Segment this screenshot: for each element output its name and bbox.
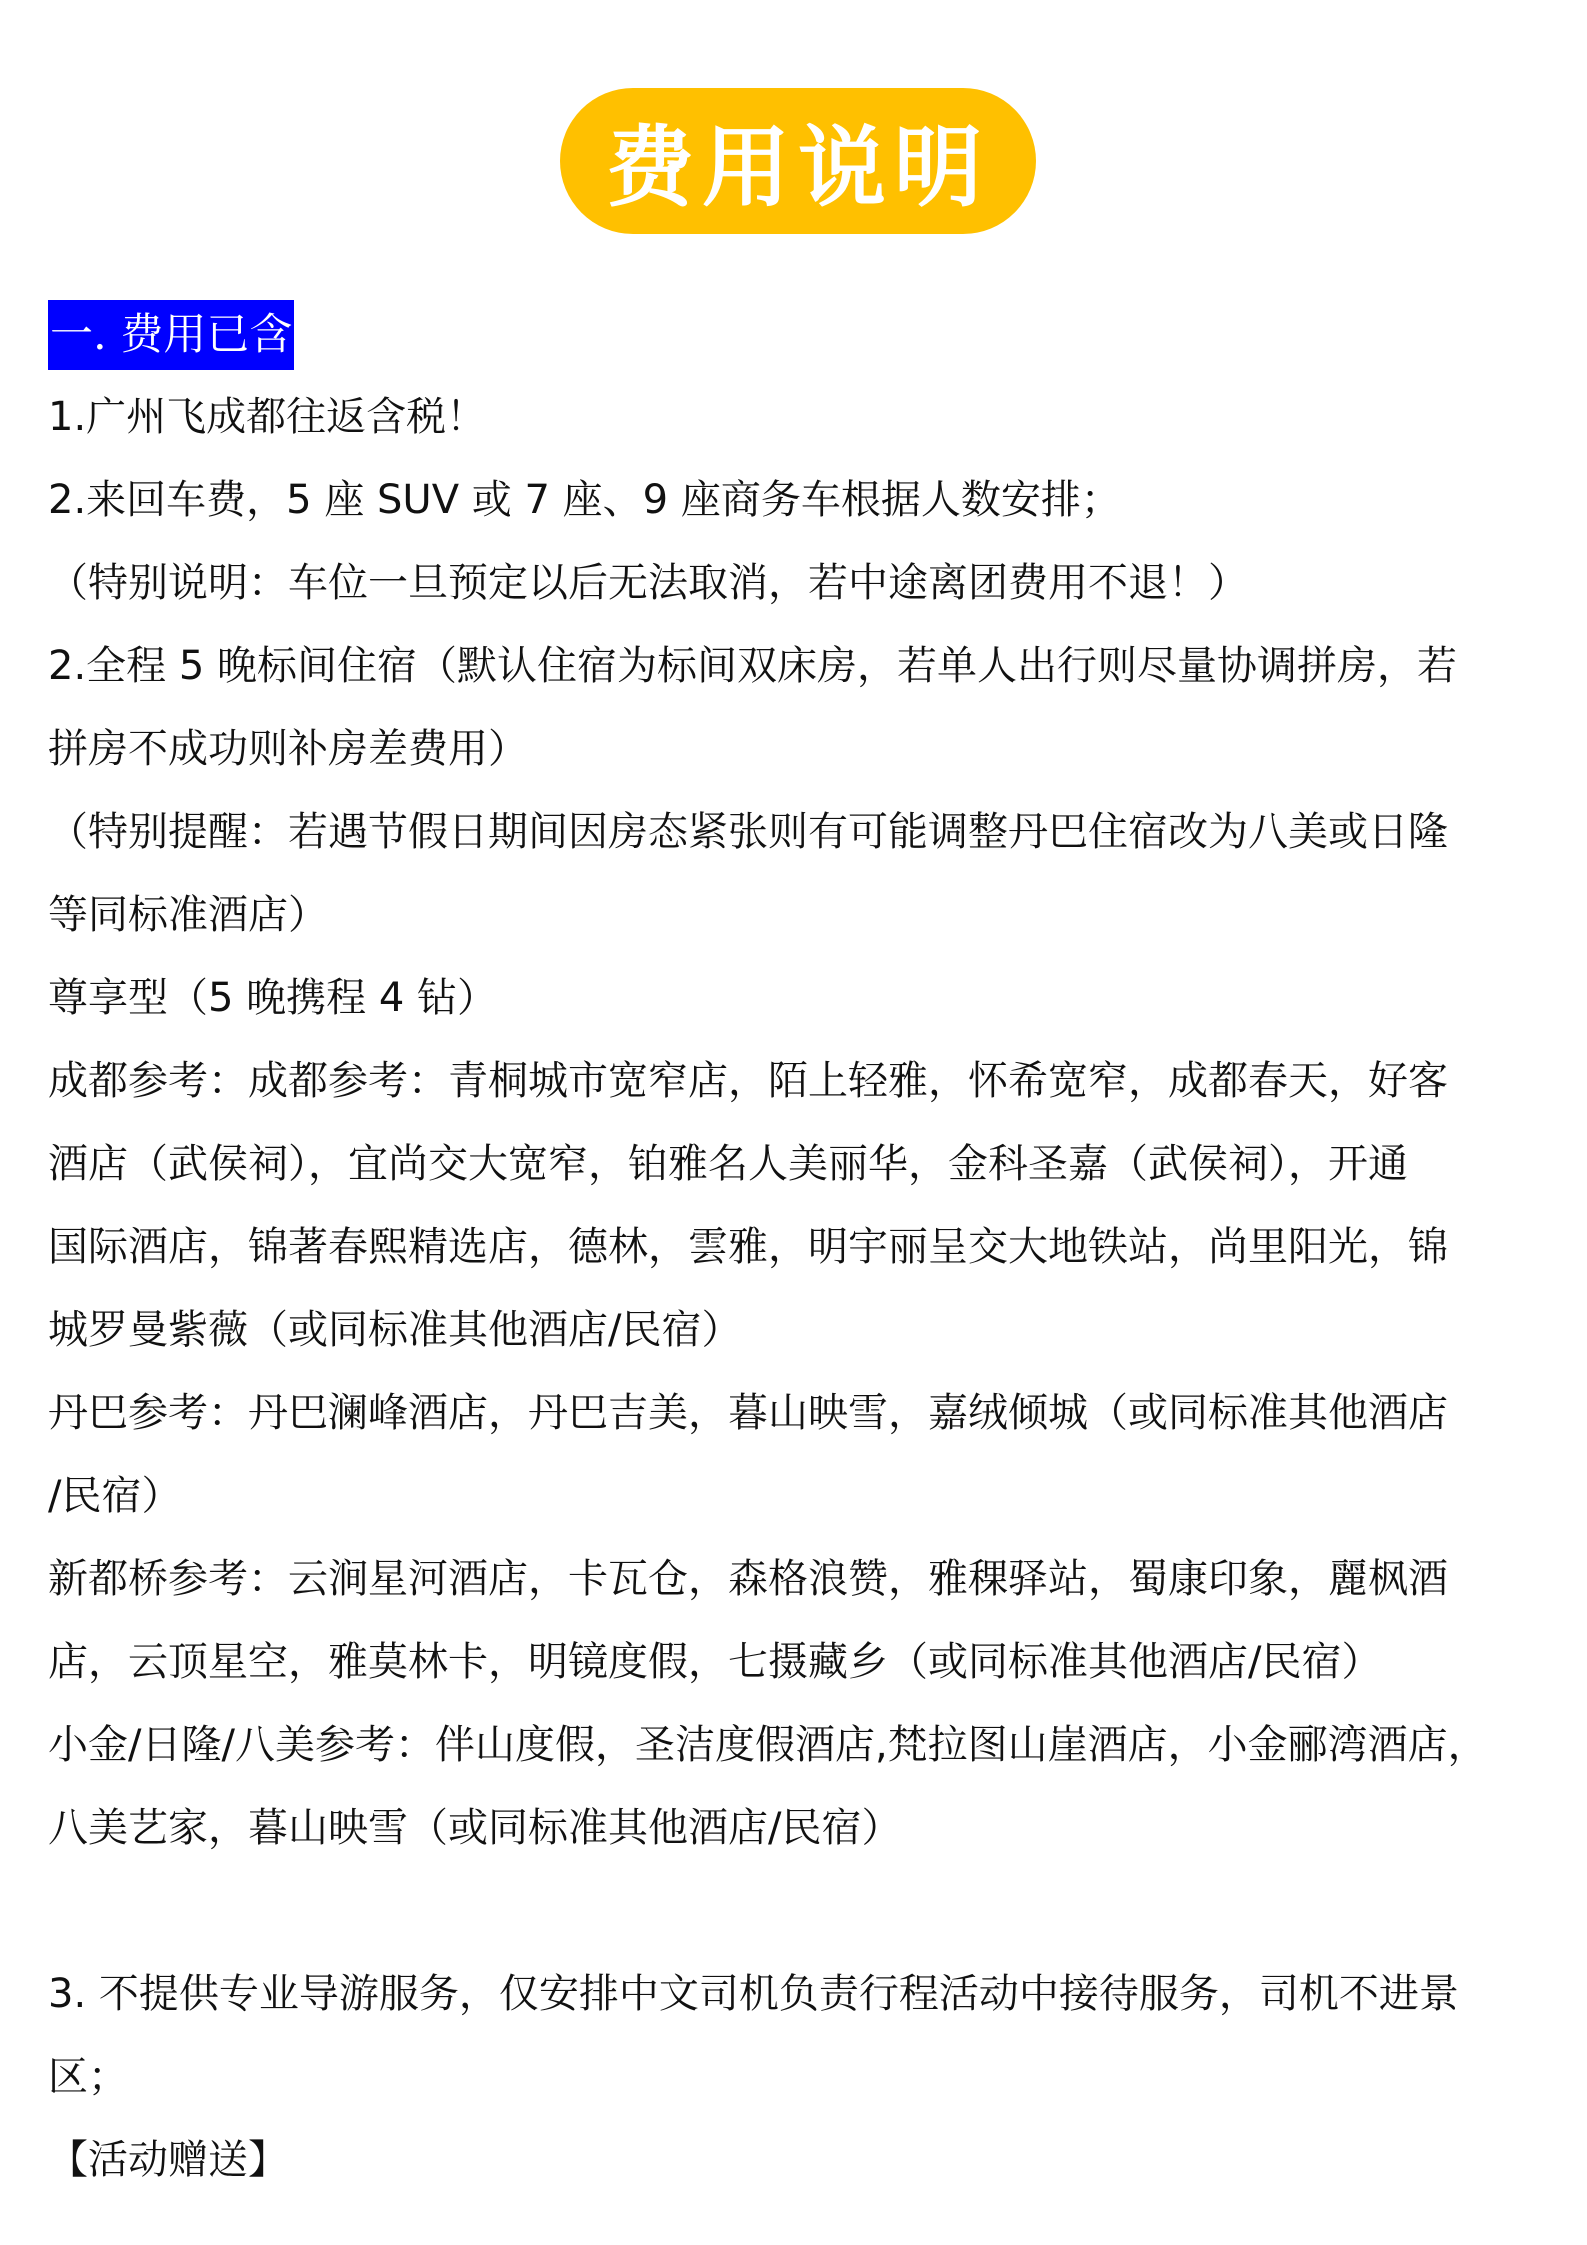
title-banner bbox=[560, 88, 1036, 234]
text-line: 区； bbox=[48, 2054, 128, 2100]
section-heading: 一. 费用已含 bbox=[48, 300, 294, 370]
text-line: 3. 不提供专业导游服务，仅安排中文司机负责行程活动中接待服务，司机不进景 bbox=[48, 1971, 1459, 2017]
text-line: （特别提醒：若遇节假日期间因房态紧张则有可能调整丹巴住宿改为八美或日隆 bbox=[48, 809, 1448, 855]
text-line: 八美艺家，暮山映雪（或同标准其他酒店/民宿） bbox=[48, 1805, 902, 1851]
text-line: 2.来回车费，5 座 SUV 或 7 座、9 座商务车根据人数安排； bbox=[48, 477, 1121, 523]
text-line: 等同标准酒店） bbox=[48, 892, 328, 938]
fee-content bbox=[48, 300, 1548, 2202]
text-line: 店，云顶星空，雅莫林卡，明镜度假，七摄藏乡（或同标准其他酒店/民宿） bbox=[48, 1639, 1382, 1685]
text-line: 小金/日隆/八美参考：伴山度假，圣洁度假酒店,梵拉图山崖酒店，小金郦湾酒店， bbox=[48, 1722, 1488, 1768]
text-line: 尊享型（5 晚携程 4 钻） bbox=[48, 975, 498, 1021]
spacer bbox=[48, 1870, 1548, 1953]
page-title: 费用说明 bbox=[605, 115, 990, 219]
text-line: 1.广州飞成都往返含税！ bbox=[48, 394, 487, 440]
text-line: 丹巴参考：丹巴澜峰酒店，丹巴吉美，暮山映雪，嘉绒倾城（或同标准其他酒店 bbox=[48, 1390, 1448, 1436]
text-line: 国际酒店，锦著春熙精选店，德林，雲雅，明宇丽呈交大地铁站，尚里阳光，锦 bbox=[48, 1224, 1448, 1270]
text-line: /民宿） bbox=[48, 1473, 182, 1519]
text-line: （特别说明：车位一旦预定以后无法取消，若中途离团费用不退！） bbox=[48, 560, 1248, 606]
text-line: 2.全程 5 晚标间住宿（默认住宿为标间双床房，若单人出行则尽量协调拼房，若 bbox=[48, 643, 1458, 689]
text-line: 酒店（武侯祠），宜尚交大宽窄，铂雅名人美丽华，金科圣嘉（武侯祠），开通 bbox=[48, 1141, 1408, 1187]
text-line: 新都桥参考：云涧星河酒店，卡瓦仓，森格浪赞，雅稞驿站，蜀康印象，麗枫酒 bbox=[48, 1556, 1448, 1602]
gift-heading: 【活动赠送】 bbox=[48, 2137, 288, 2183]
text-line: 城罗曼紫薇（或同标准其他酒店/民宿） bbox=[48, 1307, 742, 1353]
text-line: 成都参考：成都参考：青桐城市宽窄店，陌上轻雅，怀希宽窄，成都春天，好客 bbox=[48, 1058, 1448, 1104]
text-line: 拼房不成功则补房差费用） bbox=[48, 726, 528, 772]
